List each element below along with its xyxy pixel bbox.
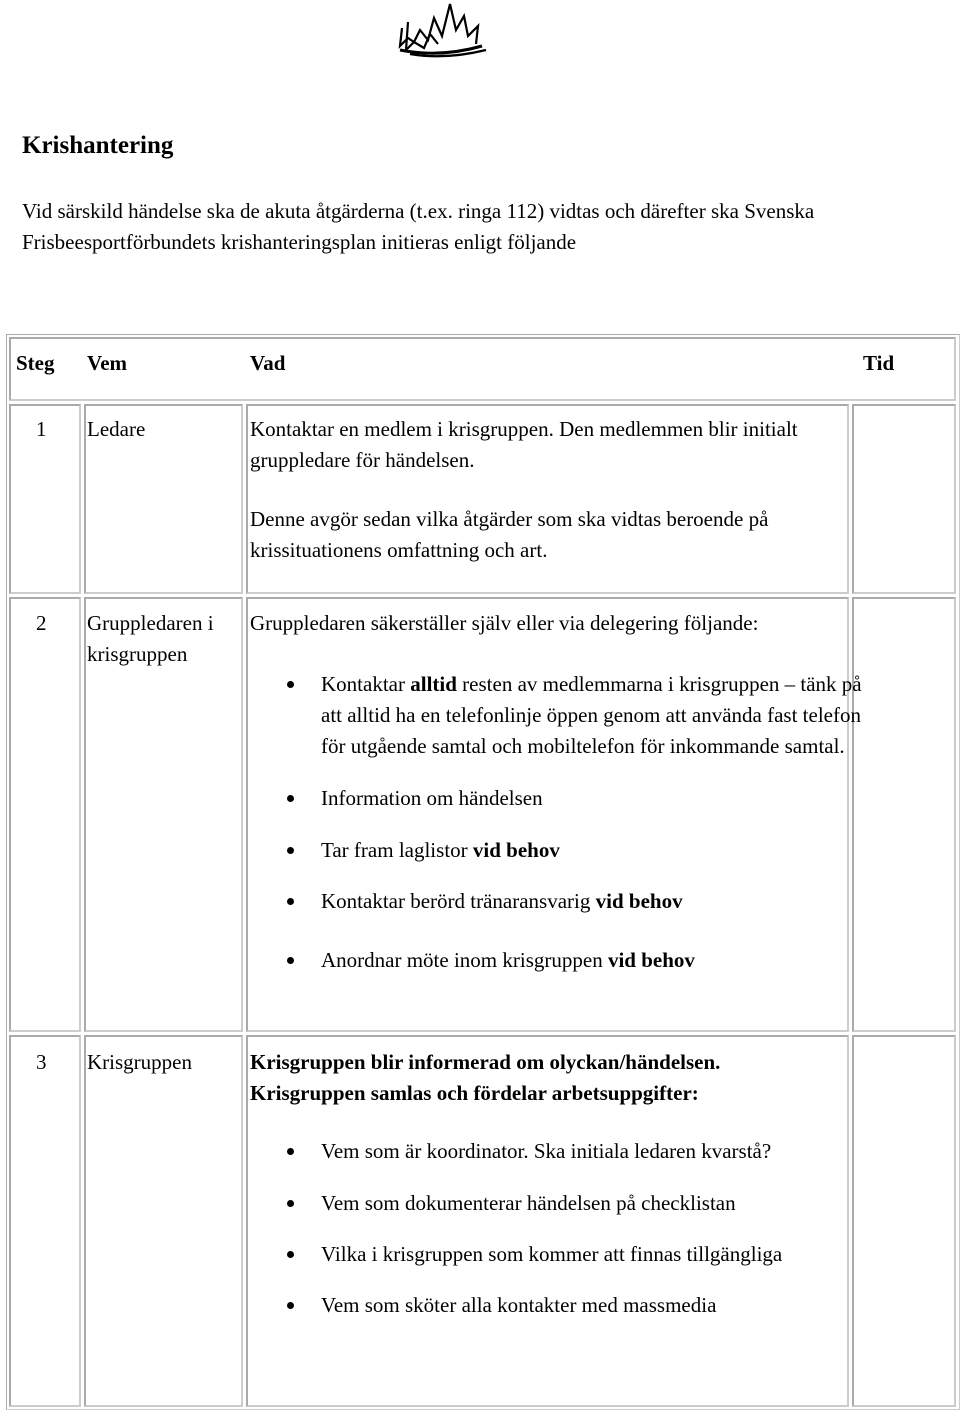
- list-item: Tar fram laglistor vid behov: [250, 835, 890, 866]
- header-vad: Vad: [250, 351, 286, 375]
- bullet-icon: [287, 681, 294, 688]
- row2-vem: Gruppledaren i krisgruppen: [87, 611, 214, 666]
- header-steg: Steg: [16, 351, 55, 375]
- row1-vem: Ledare: [87, 417, 146, 441]
- row3-bullet-list: [250, 1136, 860, 1321]
- header-tid: Tid: [863, 351, 895, 375]
- list-item: Kontaktar berörd tränaransvarig vid behov: [250, 886, 890, 917]
- bullet-icon: [287, 1200, 294, 1207]
- bullet-icon: [287, 957, 294, 964]
- row1-tid-cell: [852, 404, 956, 594]
- row1-vad-p2: Denne avgör sedan vilka åtgärder som ska vidtas beroende på krissituationens omfattning och art.: [250, 507, 769, 562]
- bullet-icon: [287, 898, 294, 905]
- header-vem: Vem: [87, 351, 128, 375]
- list-item: Anordnar möte inom krisgruppen vid behov: [250, 945, 890, 976]
- bullet-icon: [287, 1302, 294, 1309]
- list-item: Vem som är koordinator. Ska initiala ledaren kvarstå?: [250, 1136, 860, 1167]
- bullet-icon: [287, 1251, 294, 1258]
- row2-vad-intro: Gruppledaren säkerställer själv eller via delegering följande:: [250, 611, 759, 635]
- list-item: Information om händelsen: [250, 783, 890, 814]
- row2-bullet-list: [250, 669, 890, 976]
- crown-logo-icon: [390, 0, 500, 60]
- list-item: Kontaktar alltid resten av medlemmarna i krisgruppen – tänk på att alltid ha en telefonlinje öppen genom att använda fast telefon för utgående samtal och mobiltelefon för inkommande samtal.: [250, 669, 890, 762]
- bullet-icon: [287, 795, 294, 802]
- row3-vem: Krisgruppen: [87, 1050, 192, 1074]
- row1-vad-p1: Kontaktar en medlem i krisgruppen. Den medlemmen blir initialt gruppledare för händelsen.: [250, 417, 798, 472]
- row3-tid-cell: [852, 1035, 956, 1407]
- crisis-plan-table: [6, 334, 960, 1414]
- row3-steg-cell: [9, 1035, 81, 1407]
- row3-vad-intro: Krisgruppen blir informerad om olyckan/händelsen. Krisgruppen samlas och fördelar arbetsuppgifter:: [250, 1050, 721, 1105]
- row2-steg: 2: [36, 611, 47, 635]
- row2-steg-cell: [9, 597, 81, 1032]
- row3-vem-cell: [84, 1035, 243, 1407]
- row3-steg: 3: [36, 1050, 47, 1074]
- bullet-icon: [287, 847, 294, 854]
- list-item: Vem som sköter alla kontakter med massmedia: [250, 1290, 860, 1321]
- list-item: Vem som dokumenterar händelsen på checklistan: [250, 1188, 860, 1219]
- bullet-icon: [287, 1148, 294, 1155]
- header-row: [9, 337, 956, 401]
- row1-steg: 1: [36, 417, 47, 441]
- page-title: Krishantering: [22, 132, 174, 159]
- list-item: Vilka i krisgruppen som kommer att finnas tillgängliga: [250, 1239, 860, 1270]
- intro-paragraph: Vid särskild händelse ska de akuta åtgärderna (t.ex. ringa 112) vidtas och därefter ska Svenska Frisbeesportförbundets krishanteringsplan initieras enligt följande: [22, 199, 815, 254]
